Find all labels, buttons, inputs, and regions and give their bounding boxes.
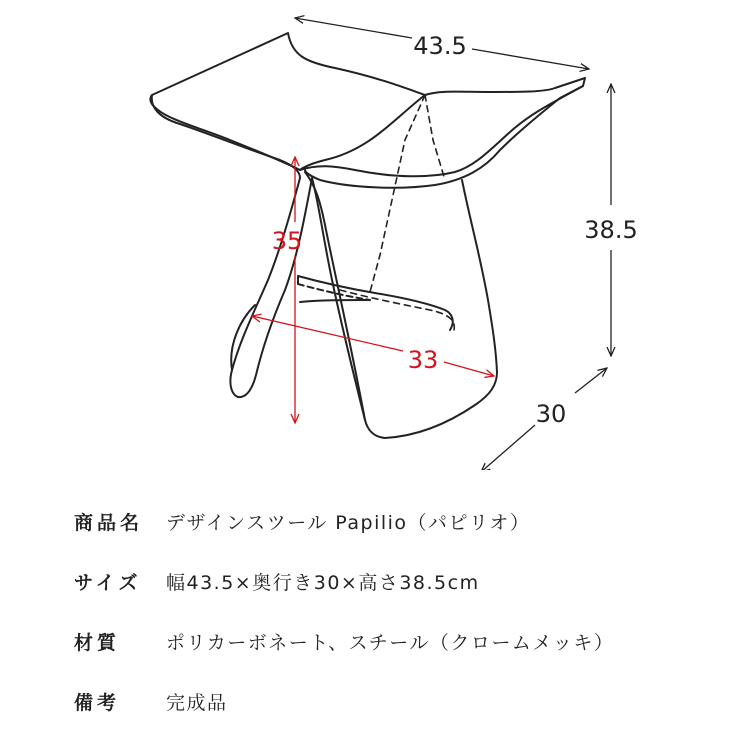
width-dimension-label: 43.5 [413, 32, 467, 60]
height-dimension-label: 38.5 [584, 216, 638, 244]
stool-left-seat [150, 33, 425, 170]
spec-label-notes: 備考 [74, 692, 121, 714]
stool-right-leg [305, 172, 497, 438]
stool-right-seat [305, 78, 585, 188]
spec-label-name: 商品名 [74, 512, 144, 534]
spec-row-name [74, 503, 714, 563]
stool-left-leg [230, 178, 312, 397]
spec-row-notes [74, 683, 714, 743]
spec-value-notes: 完成品 [166, 692, 228, 714]
dimension-width [295, 18, 589, 69]
spec-value-material: ポリカーボネート、スチール（クロームメッキ） [166, 632, 615, 654]
dimension-depth [481, 368, 607, 470]
spec-value-name: デザインスツール Papilio（パピリオ） [166, 512, 531, 534]
spec-label-size: サイズ [74, 572, 142, 594]
footrest-width-dimension-label: 33 [407, 346, 439, 374]
stool-footrest [298, 276, 453, 330]
depth-dimension-label: 30 [535, 400, 567, 428]
product-spec-table [74, 503, 714, 743]
spec-row-size [74, 563, 714, 623]
dimension-seat-height [272, 157, 303, 423]
dimension-footrest-width [252, 316, 494, 376]
spec-row-material [74, 623, 714, 683]
spec-label-material: 材質 [74, 632, 121, 654]
dimension-height [584, 84, 637, 356]
spec-value-size: 幅43.5×奥行き30×高さ38.5cm [166, 572, 480, 594]
seat-height-dimension-label: 35 [271, 227, 303, 255]
stool-illustration [150, 33, 585, 438]
